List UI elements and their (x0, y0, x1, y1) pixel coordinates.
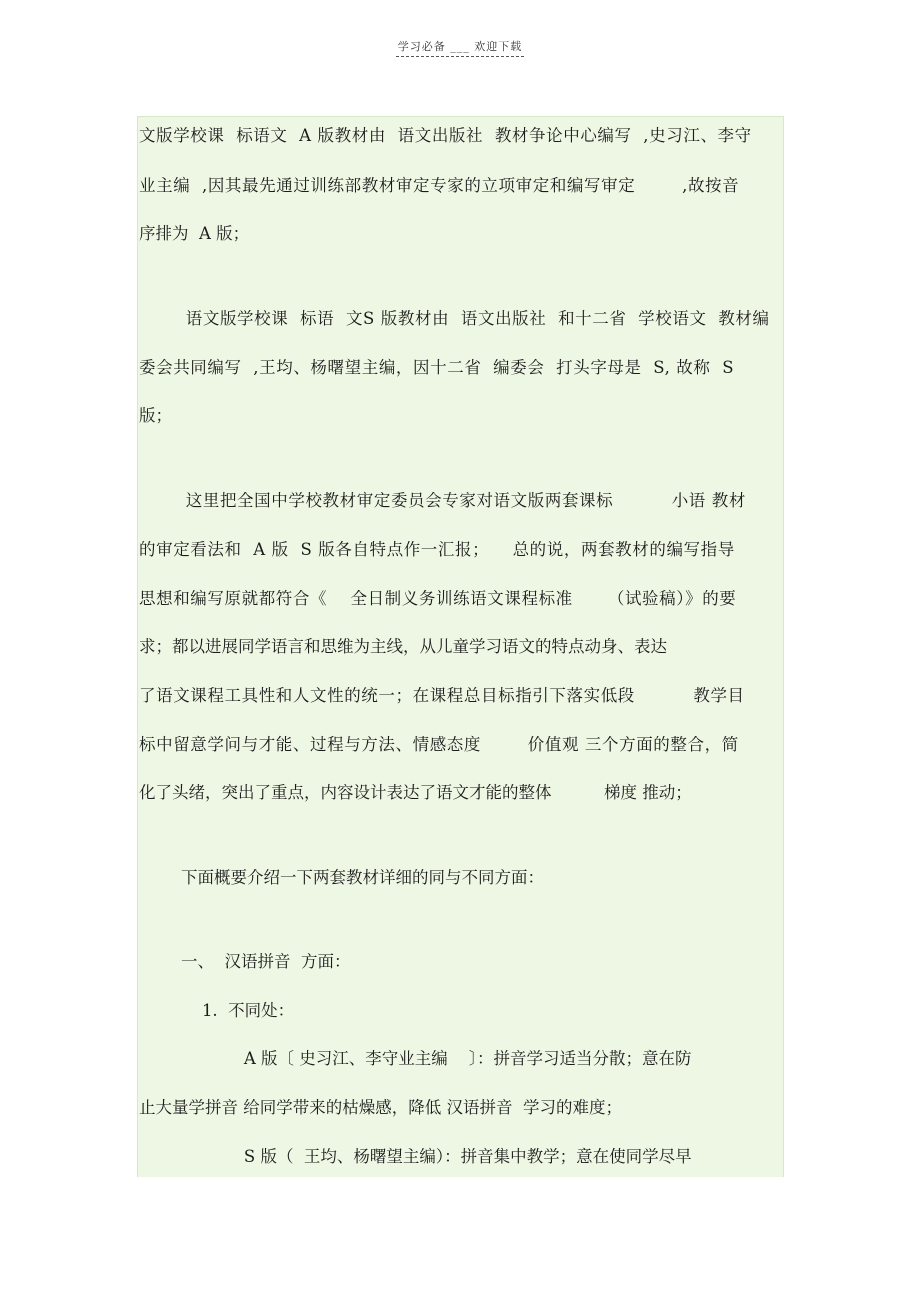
text-line: 标中留意学问与才能、过程与方法、情感态度 价值观 三个方面的整合，简 (139, 735, 739, 754)
header-text: 学习必备 ___ 欢迎下载 (396, 38, 525, 57)
text-line: 的审定看法和 A 版 S 版各自特点作一汇报； 总的说，两套教材的编写指导 (139, 540, 735, 559)
text-line: S 版（ 王均、杨曙望主编）：拼音集中教学；意在使同学尽早 (139, 1147, 692, 1166)
text-line: 1. 不同处： (139, 1001, 295, 1020)
text-line: 下面概要介绍一下两套教材详细的同与不同方面： (139, 868, 544, 887)
text-line: 止大量学拼音 给同学带来的枯燥感，降低 汉语拼音 学习的难度； (139, 1098, 622, 1117)
text-line: 业主编 ,因其最先通过训练部教材审定专家的立项审定和编写审定 ,故按音 (139, 176, 740, 195)
text-line: 化了头绪，突出了重点，内容设计表达了语文才能的整体 梯度 推动； (139, 783, 692, 802)
text-line: 了语文课程工具性和人文性的统一；在课程总目标指引下落实低段 教学目 (139, 686, 745, 705)
text-line: 思想和编写原就都符合《 全日制义务训练语文课程标准 （试验稿）》的要 (139, 589, 737, 608)
page-header (0, 38, 920, 57)
text-line: 委会共同编写 ,王均、杨曙望主编，因十二省 编委会 打头字母是 S, 故称 S (139, 358, 735, 377)
text-line: 序排为 A 版； (139, 224, 250, 243)
text-line: 版； (139, 406, 172, 425)
text-line: 求；都以进展同学语言和思维为主线，从儿童学习语文的特点动身、表达 (139, 637, 667, 656)
text-line: A 版〔 史习江、李守业主编 〕：拼音学习适当分散；意在防 (139, 1049, 692, 1068)
text-line: 文版学校课 标语文 A 版教材由 语文出版社 教材争论中心编写 ,史习江、李守 (139, 126, 752, 145)
text-line: 这里把全国中学校教材审定委员会专家对语文版两套课标 小语 教材 (139, 491, 746, 510)
text-line: 一、 汉语拼音 方面： (139, 952, 351, 971)
text-line: 语文版学校课 标语 文S 版教材由 语文出版社 和十二省 学校语文 教材编 (139, 309, 770, 328)
